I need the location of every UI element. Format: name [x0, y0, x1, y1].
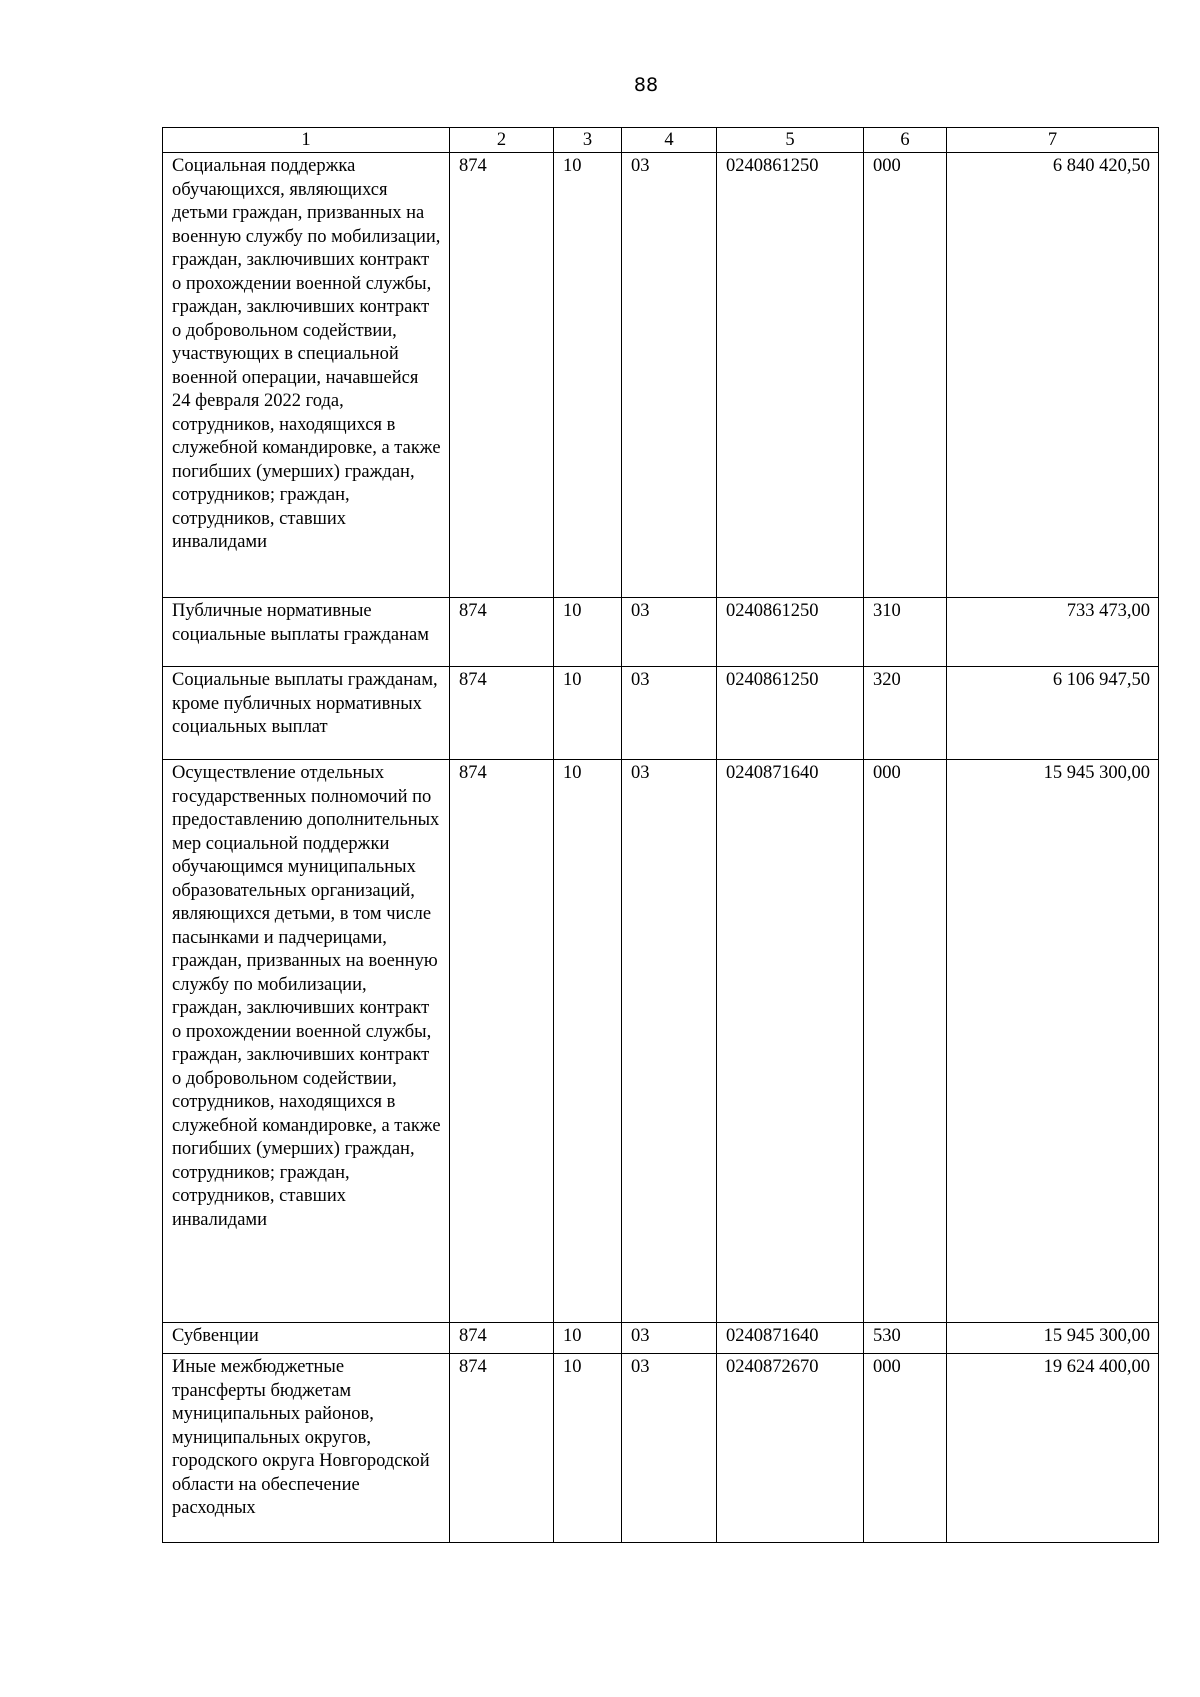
row-name: Публичные нормативные социальные выплаты гражданам — [163, 598, 450, 667]
row-cell-3: 10 — [554, 760, 622, 1323]
row-cell-3: 10 — [554, 153, 622, 598]
row-cell-5: 0240861250 — [717, 153, 864, 598]
row-amount: 15 945 300,00 — [947, 1323, 1159, 1354]
header-cell-6: 6 — [864, 128, 947, 153]
table-row — [163, 598, 1159, 667]
row-amount: 6 106 947,50 — [947, 667, 1159, 760]
row-cell-6: 310 — [864, 598, 947, 667]
row-name: Социальные выплаты гражданам, кроме публичных нормативных социальных выплат — [163, 667, 450, 760]
table-row — [163, 667, 1159, 760]
header-cell-1: 1 — [163, 128, 450, 153]
table-row — [163, 760, 1159, 1323]
row-cell-6: 000 — [864, 1354, 947, 1543]
row-cell-4: 03 — [622, 760, 717, 1323]
row-cell-5: 0240871640 — [717, 760, 864, 1323]
row-cell-2: 874 — [450, 1354, 554, 1543]
row-cell-5: 0240871640 — [717, 1323, 864, 1354]
page-number: 88 — [633, 74, 659, 96]
budget-table — [162, 127, 1159, 1543]
row-cell-4: 03 — [622, 153, 717, 598]
row-amount: 19 624 400,00 — [947, 1354, 1159, 1543]
row-name: Субвенции — [163, 1323, 450, 1354]
row-cell-5: 0240872670 — [717, 1354, 864, 1543]
row-cell-3: 10 — [554, 1354, 622, 1543]
header-cell-5: 5 — [717, 128, 864, 153]
row-cell-4: 03 — [622, 1354, 717, 1543]
row-cell-6: 530 — [864, 1323, 947, 1354]
row-cell-3: 10 — [554, 598, 622, 667]
row-name: Иные межбюджетные трансферты бюджетам муниципальных районов, муниципальных округов, городского округа Новгородской области на обеспечение расходных — [163, 1354, 450, 1543]
header-cell-2: 2 — [450, 128, 554, 153]
row-name: Социальная поддержка обучающихся, являющихся детьми граждан, призванных на военную службу по мобилизации, граждан, заключивших контракт о прохождении военной службы, граждан, заключивших контракт о добровольном содействии, участвующих в специальной военной операции, начавшейся 24 февраля 2022 года, сотрудников, находящихся в служебной командировке, а также погибших (умерших) граждан, сотрудников; граждан, сотрудников, ставших инвалидами — [163, 153, 450, 598]
table-row — [163, 1323, 1159, 1354]
row-cell-3: 10 — [554, 667, 622, 760]
row-cell-4: 03 — [622, 598, 717, 667]
row-cell-6: 320 — [864, 667, 947, 760]
row-cell-2: 874 — [450, 760, 554, 1323]
row-amount: 15 945 300,00 — [947, 760, 1159, 1323]
row-cell-2: 874 — [450, 1323, 554, 1354]
row-cell-4: 03 — [622, 1323, 717, 1354]
row-cell-6: 000 — [864, 760, 947, 1323]
row-name: Осуществление отдельных государственных полномочий по предоставлению дополнительных мер социальной поддержки обучающимся муниципальных образовательных организаций, являющихся детьми, в том числе пасынками и падчерицами, граждан, призванных на военную службу по мобилизации, граждан, заключивших контракт о прохождении военной службы, граждан, заключивших контракт о добровольном содействии, сотрудников, находящихся в служебной командировке, а также погибших (умерших) граждан, сотрудников; граждан, сотрудников, ставших инвалидами — [163, 760, 450, 1323]
row-cell-2: 874 — [450, 667, 554, 760]
header-cell-7: 7 — [947, 128, 1159, 153]
table-row — [163, 1354, 1159, 1543]
header-cell-3: 3 — [554, 128, 622, 153]
row-amount: 6 840 420,50 — [947, 153, 1159, 598]
row-cell-2: 874 — [450, 598, 554, 667]
row-cell-2: 874 — [450, 153, 554, 598]
header-row — [163, 128, 1159, 153]
header-cell-4: 4 — [622, 128, 717, 153]
row-cell-4: 03 — [622, 667, 717, 760]
row-amount: 733 473,00 — [947, 598, 1159, 667]
row-cell-5: 0240861250 — [717, 598, 864, 667]
row-cell-3: 10 — [554, 1323, 622, 1354]
row-cell-5: 0240861250 — [717, 667, 864, 760]
row-cell-6: 000 — [864, 153, 947, 598]
table-row — [163, 153, 1159, 598]
